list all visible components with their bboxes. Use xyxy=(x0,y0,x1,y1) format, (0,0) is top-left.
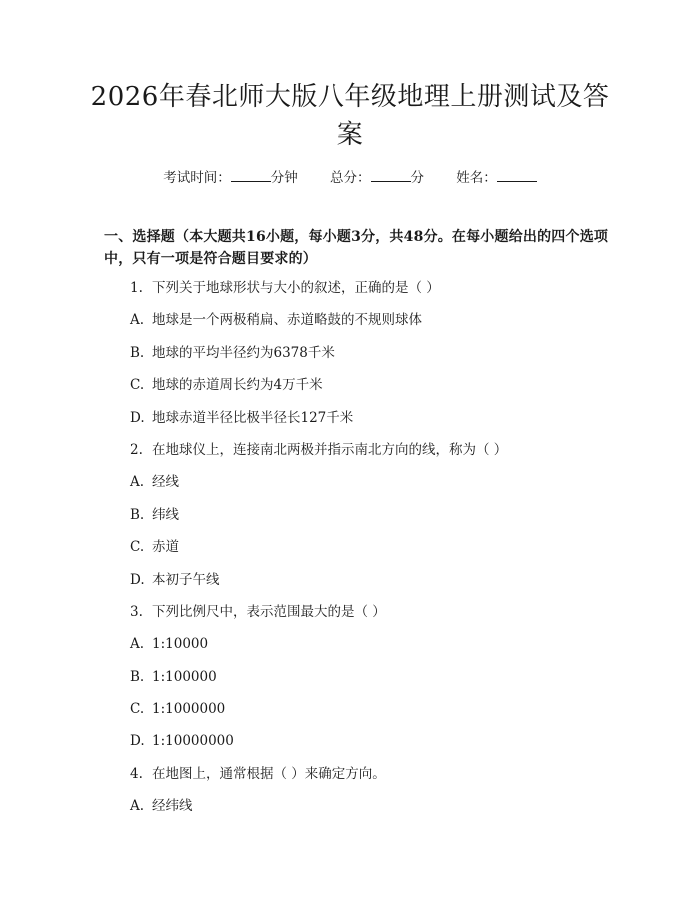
option-text: 地球是一个两极稍扁、赤道略鼓的不规则球体 xyxy=(152,312,422,329)
exam-time-label: 考试时间： xyxy=(163,170,231,186)
question-text: 在地球仪上，连接南北两极并指示南北方向的线，称为（ ） xyxy=(152,441,508,458)
option-text: 地球赤道半径比极半径长127千米 xyxy=(152,409,354,426)
question-stem xyxy=(130,602,610,634)
exam-time-blank xyxy=(231,169,271,182)
question-number: 3. xyxy=(130,603,143,620)
option-label: A. xyxy=(130,798,145,815)
answer-option xyxy=(130,699,610,731)
section-heading: 一、选择题（本大题共16小题，每小题3分，共48分。在每小题给出的四个选项中，只有一项是符合题目要求的） xyxy=(104,229,609,267)
option-label: A. xyxy=(130,474,145,491)
total-score-unit: 分 xyxy=(410,170,424,186)
option-label: C. xyxy=(130,539,145,556)
question-text: 在地图上，通常根据（ ）来确定方向。 xyxy=(152,765,386,782)
exam-info-row xyxy=(0,168,700,188)
option-label: C. xyxy=(130,377,145,394)
question-text: 下列关于地球形状与大小的叙述，正确的是（ ） xyxy=(152,280,440,296)
exam-time-field xyxy=(163,168,298,188)
option-label: B. xyxy=(130,506,145,523)
answer-option xyxy=(130,537,610,569)
answer-option xyxy=(130,408,610,440)
total-score-blank xyxy=(371,169,411,182)
question-stem xyxy=(130,440,610,472)
option-text: 经线 xyxy=(152,474,179,491)
answer-option xyxy=(130,505,610,537)
answer-option xyxy=(130,472,610,504)
student-name-blank xyxy=(497,169,537,182)
option-text: 经纬线 xyxy=(152,798,193,815)
answer-option xyxy=(130,570,610,602)
option-text: 地球的平均半径约为6378千米 xyxy=(152,344,335,361)
option-label: C. xyxy=(130,701,145,718)
option-text: 本初子午线 xyxy=(152,571,220,588)
option-text: 赤道 xyxy=(152,539,179,556)
answer-option xyxy=(130,667,610,699)
question-number: 2. xyxy=(130,441,143,458)
student-name-field xyxy=(456,168,537,188)
total-score-field xyxy=(330,168,424,188)
question-stem xyxy=(130,278,610,310)
option-label: B. xyxy=(130,668,145,685)
answer-option xyxy=(130,796,610,828)
option-text: 1:10000 xyxy=(152,636,209,653)
answer-option xyxy=(130,731,610,763)
option-label: D. xyxy=(130,409,145,426)
answer-option xyxy=(130,343,610,375)
page-title: 2026年春北师大版八年级地理上册测试及答案 xyxy=(90,82,610,150)
option-text: 1:100000 xyxy=(152,668,217,685)
option-text: 纬线 xyxy=(152,506,179,523)
option-text: 1:10000000 xyxy=(152,733,234,750)
option-label: D. xyxy=(130,571,145,588)
exam-time-unit: 分钟 xyxy=(270,170,298,186)
option-label: A. xyxy=(130,636,145,653)
question-list xyxy=(130,278,610,829)
answer-option xyxy=(130,375,610,407)
option-label: A. xyxy=(130,312,145,329)
question-text: 下列比例尺中，表示范围最大的是（ ） xyxy=(152,603,386,620)
answer-option xyxy=(130,634,610,666)
option-text: 1:1000000 xyxy=(152,701,226,718)
student-name-label: 姓名： xyxy=(456,170,497,186)
total-score-label: 总分： xyxy=(330,170,371,186)
question-number: 1. xyxy=(130,280,143,296)
option-label: D. xyxy=(130,733,145,750)
question-stem xyxy=(130,764,610,796)
question-number: 4. xyxy=(130,765,143,782)
answer-option xyxy=(130,310,610,342)
option-text: 地球的赤道周长约为4万千米 xyxy=(152,377,323,394)
option-label: B. xyxy=(130,344,145,361)
